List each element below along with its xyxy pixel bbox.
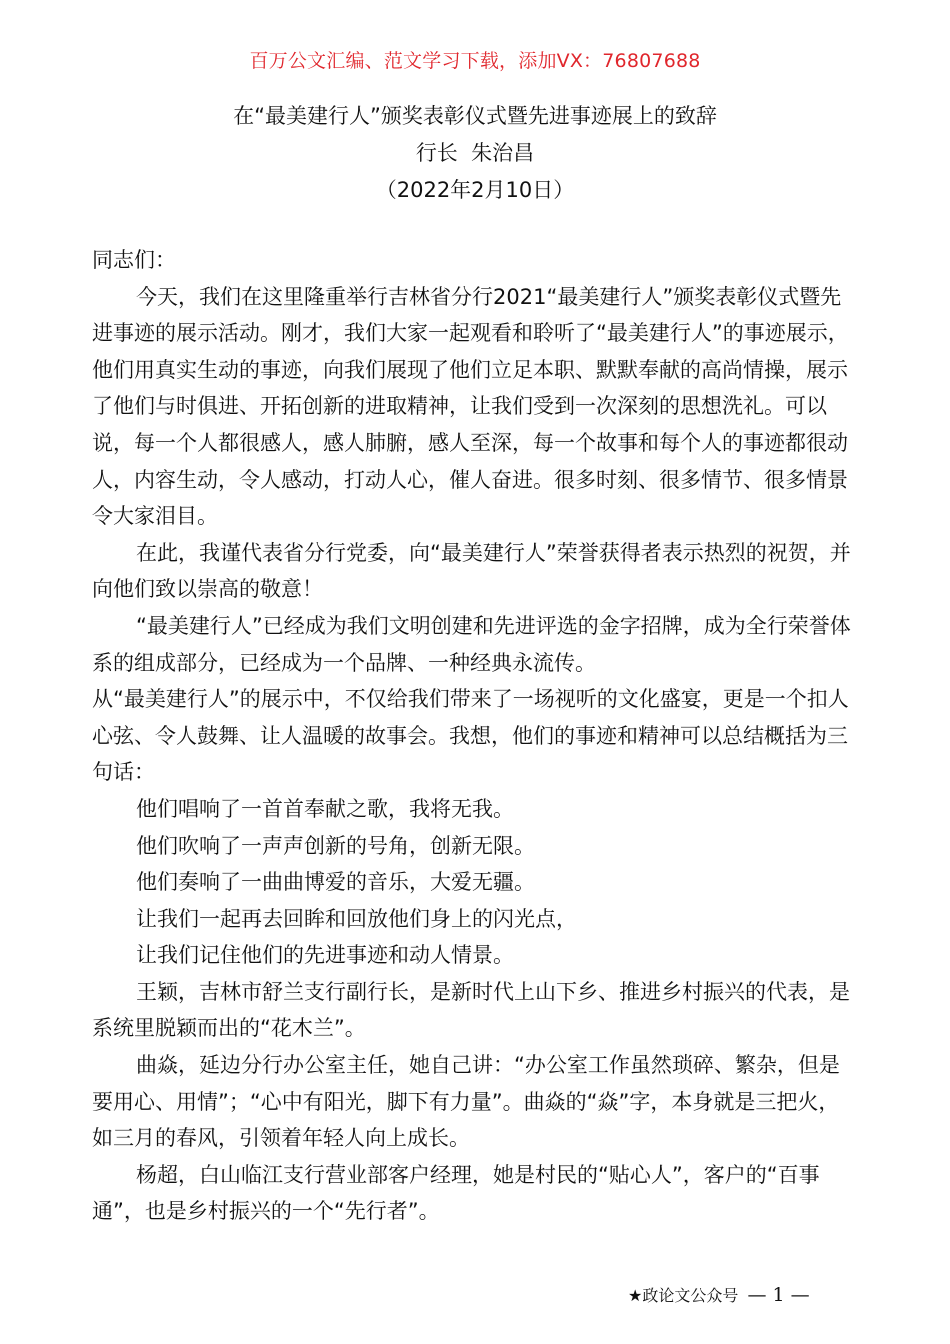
paragraph-qu-yan: 曲焱，延边分行办公室主任，她自己讲：“办公室工作虽然琐碎、繁杂，但是要用心、用情”；“心中有阳光，脚下有力量”。曲焱的“焱”字，本身就是三把火，如三月的春风，引领着年轻人向上成长。 (92, 1053, 840, 1151)
salutation: 同志们： (92, 248, 176, 272)
paragraph-sentence-2: 他们吹响了一声声创新的号角，创新无限。 (136, 833, 535, 858)
footer-source: ★政论文公众号 (628, 1286, 739, 1305)
speaker-line: 行长 朱治昌 (415, 141, 535, 165)
paragraph-yang-chao: 杨超，白山临江支行营业部客户经理，她是村民的“贴心人”，客户的“百事通”，也是乡村振兴的一个“先行者”。 (92, 1162, 820, 1224)
title-block (0, 98, 950, 209)
speech-title: 在“最美建行人”颁奖表彰仪式暨先进事迹展上的致辞 (233, 104, 717, 128)
paragraph-summary: 从“最美建行人”的展示中，不仅给我们带来了一场视听的文化盛宴，更是一个扣人心弦、令人鼓舞、让人温暖的故事会。我想，他们的事迹和精神可以总结概括为三句话： (92, 687, 849, 785)
paragraph-brand: “最美建行人”已经成为我们文明创建和先进评选的金字招牌，成为全行荣誉体系的组成部分，已经成为一个品牌、一种经典永流传。 (92, 613, 851, 675)
page-footer (628, 1283, 888, 1306)
header-banner: 百万公文汇编、范文学习下载，添加VX：76807688 (249, 50, 701, 72)
paragraph-sentence-1: 他们唱响了一首首奉献之歌，我将无我。 (136, 796, 514, 821)
paragraph-wang-ying: 王颖，吉林市舒兰支行副行长，是新时代上山下乡、推进乡村振兴的代表，是系统里脱颖而出的“花木兰”。 (92, 979, 850, 1041)
paragraph-review-2: 让我们记住他们的先进事迹和动人情景。 (136, 943, 514, 968)
paragraph-sentence-3: 他们奏响了一曲曲博爱的音乐，大爱无疆。 (136, 870, 535, 895)
speech-date: （2022年2月10日） (375, 178, 575, 202)
speech-body (92, 242, 860, 1230)
paragraph-review-1: 让我们一起再去回眸和回放他们身上的闪光点， (136, 906, 577, 931)
paragraph-congratulation: 在此，我谨代表省分行党委，向“最美建行人”荣誉获得者表示热烈的祝贺，并向他们致以崇高的敬意！ (92, 540, 851, 602)
page-number: — 1 — (747, 1284, 810, 1306)
paragraph-opening: 今天，我们在这里隆重举行吉林省分行2021“最美建行人”颁奖表彰仪式暨先进事迹的展示活动。刚才，我们大家一起观看和聆听了“最美建行人”的事迹展示，他们用真实生动的事迹，向我们展现了他们立足本职、默默奉献的高尚情操，展示了他们与时俱进、开拓创新的进取精神，让我们受到一次深刻的思想洗礼。可以说，每一个人都很感人，感人肺腑，感人至深，每一个故事和每个人的事迹都很动人，内容生动，令人感动，打动人心，催人奋进。很多时刻、很多情节、很多情景令大家泪目。 (92, 284, 849, 529)
